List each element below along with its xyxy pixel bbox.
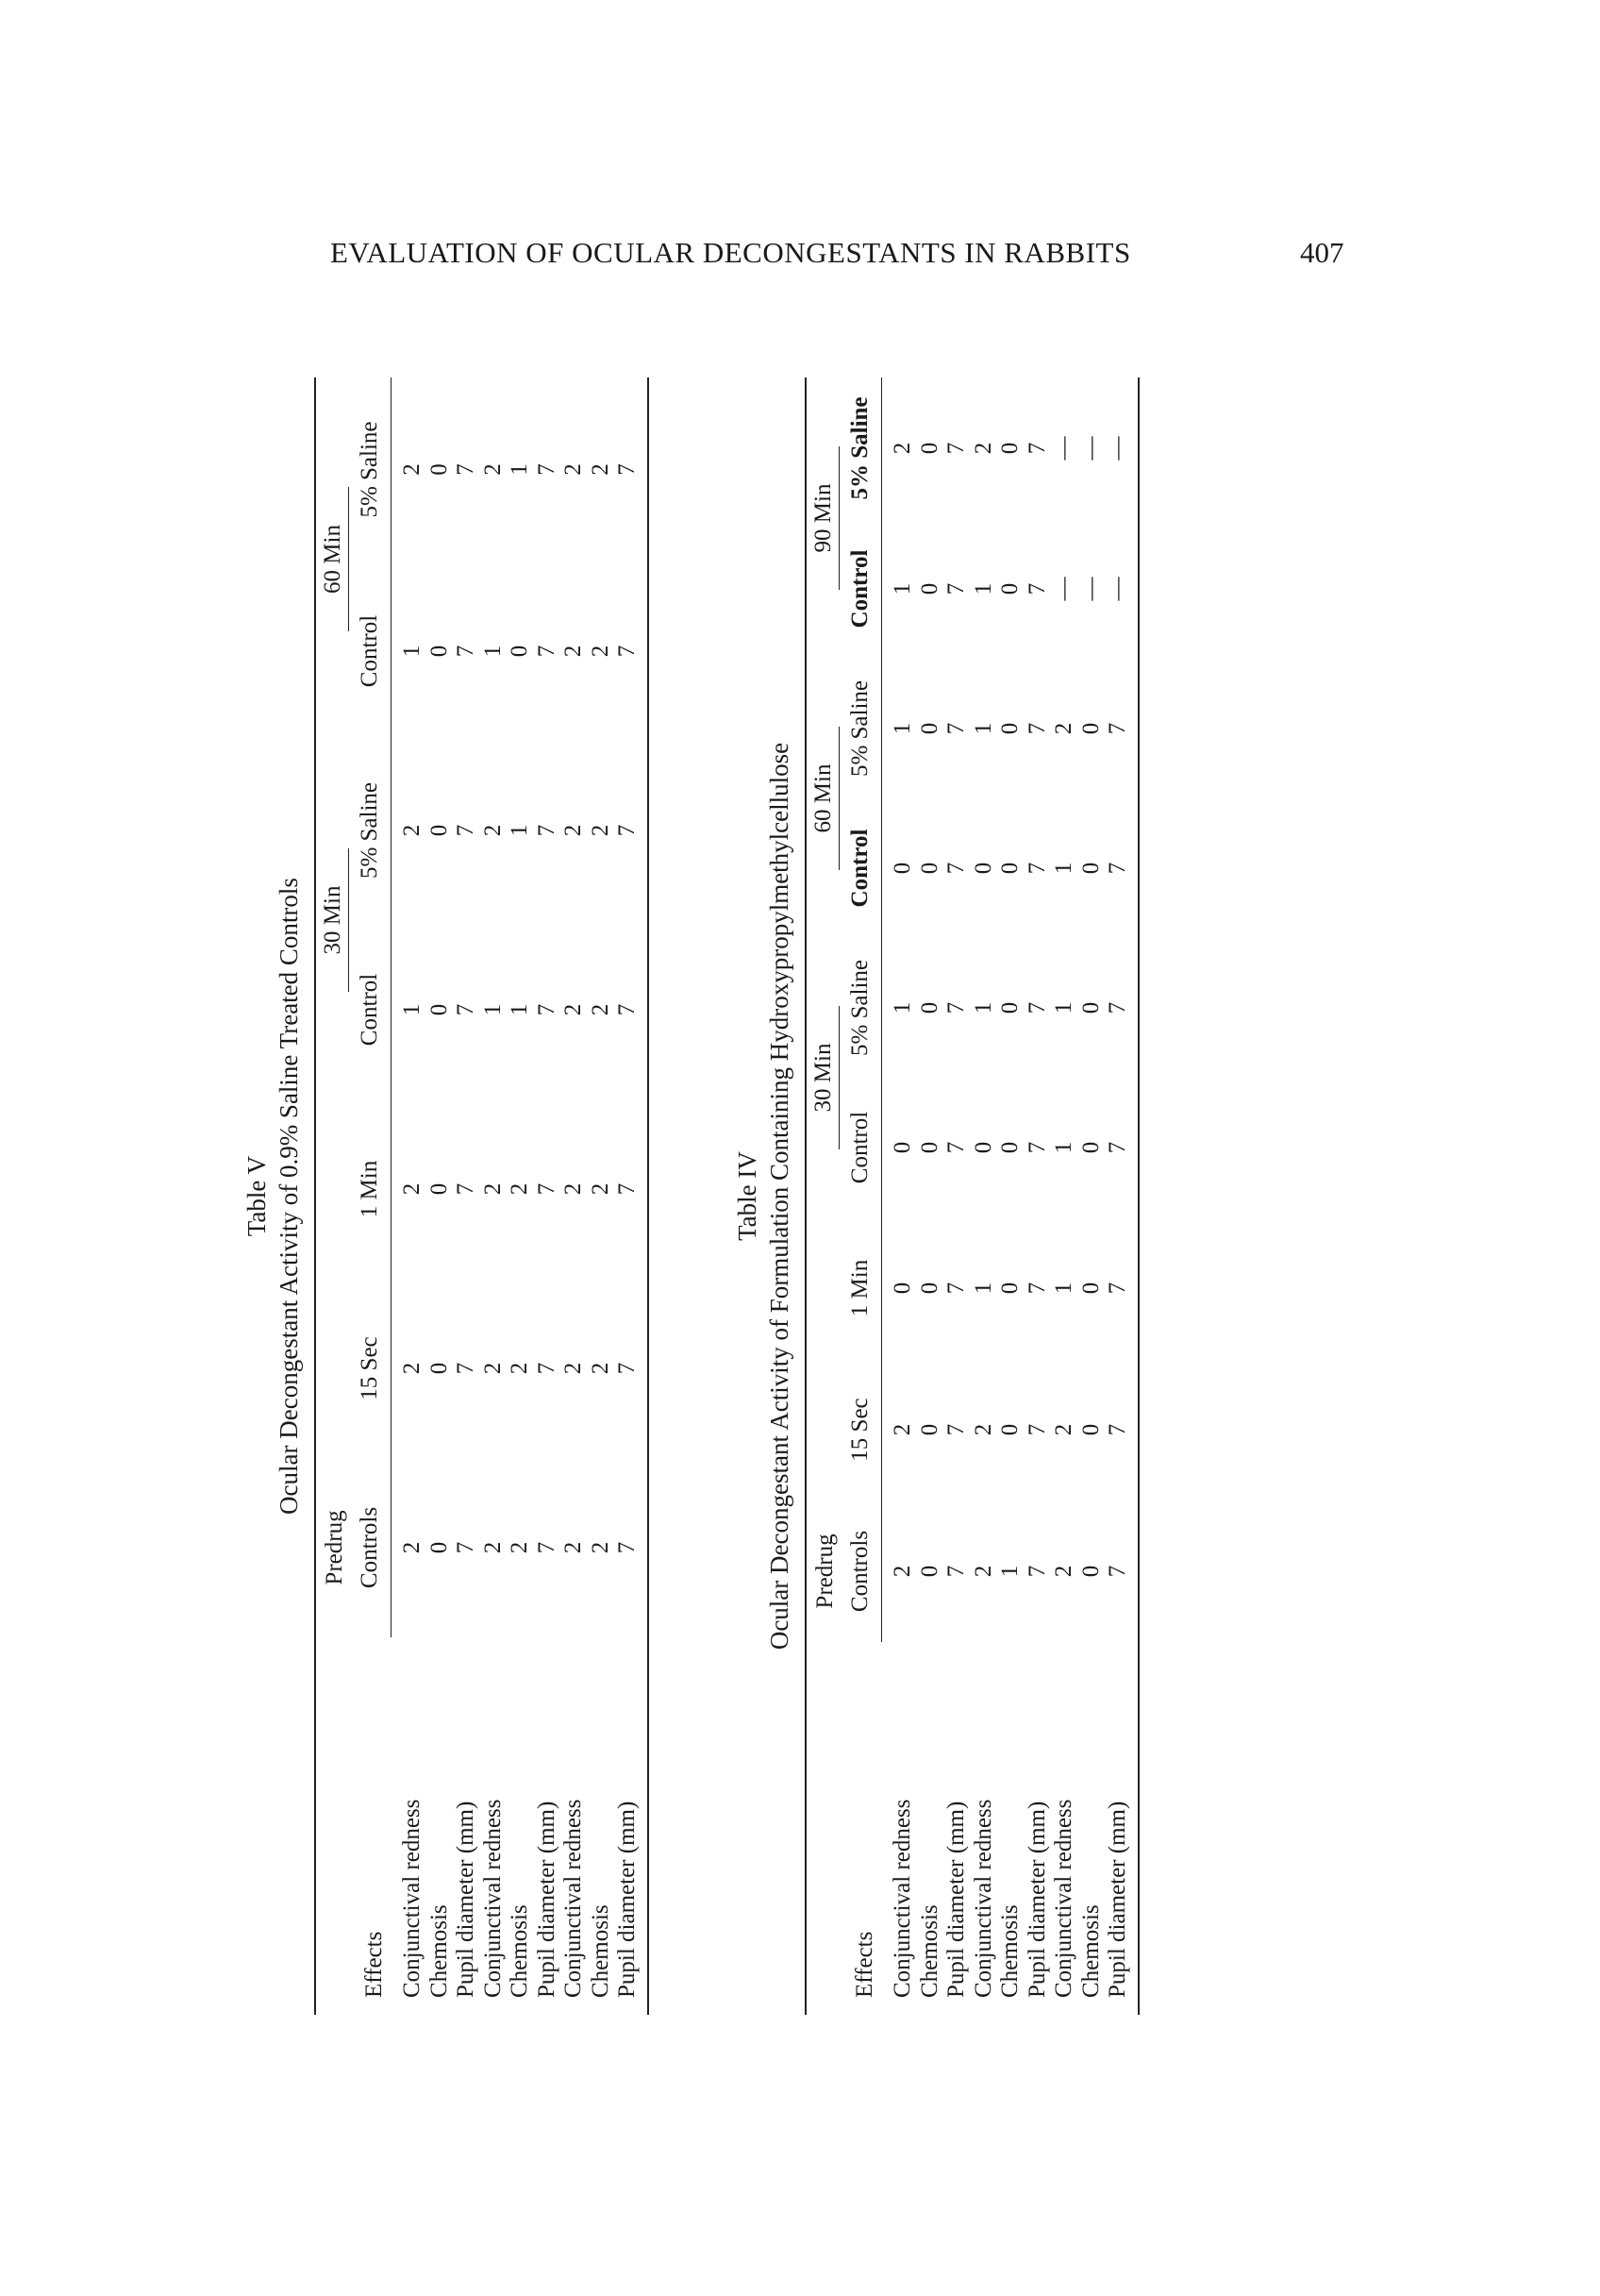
score-cell: 7 (943, 1565, 969, 1578)
score-cell: 0 (997, 1282, 1023, 1295)
table-row (614, 377, 648, 2015)
score-cell: 2 (560, 1003, 586, 1016)
score-cell: 7 (533, 824, 559, 837)
running-title: EVALUATION OF OCULAR DECONGESTANTS IN RABBITS (330, 236, 1131, 269)
score-cell: 2 (507, 1362, 532, 1375)
score-cell: 7 (533, 463, 559, 476)
score-cell: 2 (560, 1182, 586, 1196)
effect-label: Pupil diameter (mm) (453, 1801, 478, 1998)
score-cell: 7 (943, 582, 969, 595)
score-cell: 2 (560, 824, 586, 837)
table-iv-effects-header: Effects (806, 1642, 882, 2015)
table-iv-title: Table IV (733, 1151, 761, 1241)
effect-label: Pupil diameter (mm) (943, 1801, 969, 1998)
score-cell: 2 (399, 1362, 425, 1375)
score-cell: 0 (425, 824, 452, 837)
score-cell: 7 (614, 1279, 648, 1458)
score-cell: 7 (1024, 722, 1050, 735)
score-cell: 7 (1024, 1282, 1050, 1295)
score-cell: 2 (587, 1182, 613, 1196)
table-iv-predrug-header: Predrug (806, 1500, 843, 1642)
effect-label: Chemosis (1077, 1904, 1104, 1998)
score-cell: 7 (1105, 1217, 1139, 1359)
score-cell: 0 (916, 1565, 942, 1578)
score-cell: 0 (1077, 1141, 1104, 1154)
score-cell: 7 (614, 920, 648, 1099)
score-cell: 2 (587, 1541, 613, 1554)
score-cell: 2 (479, 463, 506, 476)
score-cell: 0 (1077, 722, 1104, 735)
score-cell: 0 (970, 862, 996, 875)
table-v-body (392, 377, 648, 2015)
score-cell: — (1105, 377, 1139, 519)
score-cell: 1 (997, 1565, 1023, 1578)
score-cell: 7 (943, 1423, 969, 1436)
score-cell: 0 (1077, 1565, 1104, 1578)
score-cell: 7 (1105, 659, 1139, 798)
table-row (392, 377, 426, 2015)
effect-label: Chemosis (997, 1904, 1023, 1998)
table-iv-90min-control-header: Control (843, 519, 882, 659)
table-v-controls-header: Controls (353, 1458, 392, 1637)
score-cell: 0 (997, 442, 1023, 455)
score-cell: 7 (1024, 582, 1050, 595)
table-row (882, 377, 917, 2015)
score-cell: 2 (479, 1362, 506, 1375)
table-row (943, 377, 971, 2015)
table-row (917, 377, 944, 2015)
table-v-30min-control-header: Control (353, 920, 392, 1099)
score-cell: 1 (1051, 862, 1076, 875)
score-cell: 0 (1077, 1001, 1104, 1014)
score-cell: 2 (560, 463, 586, 476)
effect-label: Pupil diameter (mm) (1024, 1801, 1050, 1998)
score-cell: 7 (943, 1141, 969, 1154)
score-cell: 7 (614, 1099, 648, 1279)
table-v-caption: Ocular Decongestant Activity of 0.9% Saline Treated Controls (275, 878, 303, 1515)
page-number: 407 (1300, 236, 1344, 269)
score-cell: 1 (507, 1003, 532, 1016)
score-cell: 0 (425, 645, 452, 658)
score-cell: 7 (614, 561, 648, 741)
score-cell: 2 (970, 1423, 996, 1436)
score-cell: 1 (1051, 1282, 1076, 1295)
score-cell: 0 (425, 1182, 452, 1196)
score-cell: 1 (970, 1282, 996, 1295)
table-v-60min-saline-header: 5% Saline (353, 377, 392, 561)
score-cell: 0 (916, 862, 942, 875)
score-cell: 2 (890, 442, 915, 455)
table-row (453, 377, 480, 2015)
score-cell: 7 (1024, 1565, 1050, 1578)
table-row (480, 377, 508, 2015)
score-cell: 2 (587, 824, 613, 837)
score-cell: 7 (533, 1362, 559, 1375)
score-cell: 1 (970, 1001, 996, 1014)
score-cell: 0 (916, 1282, 942, 1295)
score-cell: 1 (399, 1003, 425, 1016)
table-iv-60min-control-header: Control (843, 798, 882, 938)
table-v-effects-header: Effects (315, 1637, 392, 2015)
score-cell: 7 (614, 1458, 648, 1637)
table-iv-controls-header: Controls (843, 1500, 882, 1642)
score-cell: 2 (399, 1182, 425, 1196)
table-iv-caption: Ocular Decongestant Activity of Formulation Containing Hydroxypropylmethylcellulose (765, 742, 793, 1651)
effect-label: Chemosis (916, 1904, 942, 1998)
score-cell: 7 (1105, 1078, 1139, 1217)
effect-label: Conjunctival redness (970, 1799, 996, 1998)
score-cell: 2 (479, 1541, 506, 1554)
score-cell: — (1077, 577, 1104, 601)
table-row (1051, 377, 1078, 2015)
score-cell: 0 (916, 722, 942, 735)
table-iv-60min-saline-header: 5% Saline (843, 659, 882, 798)
table-iv (731, 377, 1140, 2015)
score-cell: 7 (453, 1362, 478, 1375)
score-cell: 7 (1105, 938, 1139, 1078)
effect-label: Pupil diameter (mm) (533, 1801, 559, 1998)
table-row (560, 377, 588, 2015)
score-cell: 1 (970, 582, 996, 595)
score-cell: 7 (453, 1541, 478, 1554)
score-cell: 2 (587, 1362, 613, 1375)
score-cell: — (1051, 436, 1076, 461)
score-cell: 0 (1077, 1423, 1104, 1436)
table-iv-grid (805, 377, 1140, 2015)
table-v (241, 377, 649, 2015)
score-cell: 0 (890, 1282, 915, 1295)
score-cell: 2 (1051, 1423, 1076, 1436)
effect-label: Conjunctival redness (398, 1799, 425, 1998)
table-iv-1min-header: 1 Min (843, 1217, 882, 1359)
score-cell: 2 (587, 1003, 613, 1016)
table-iv-30min-header: 30 Min (810, 1006, 840, 1150)
score-cell: 7 (943, 1001, 969, 1014)
score-cell: 1 (479, 1003, 506, 1016)
score-cell: — (1077, 436, 1104, 461)
score-cell: 0 (916, 1423, 942, 1436)
effect-label: Pupil diameter (mm) (1105, 1642, 1139, 2015)
table-v-grid (314, 377, 649, 2015)
score-cell: 7 (943, 862, 969, 875)
score-cell: 2 (507, 1541, 532, 1554)
table-iv-30min-saline-header: 5% Saline (843, 938, 882, 1078)
score-cell: 7 (453, 824, 478, 837)
table-v-1min-header: 1 Min (353, 1099, 392, 1279)
table-v-predrug-header: Predrug (315, 1458, 353, 1637)
score-cell: 0 (425, 463, 452, 476)
score-cell: 2 (970, 1565, 996, 1578)
score-cell: 1 (890, 1001, 915, 1014)
table-row (1025, 377, 1052, 2015)
score-cell: 7 (1105, 798, 1139, 938)
score-cell: 7 (614, 377, 648, 561)
effect-label: Chemosis (425, 1904, 452, 1998)
score-cell: 7 (533, 645, 559, 658)
score-cell: 0 (916, 1001, 942, 1014)
score-cell: 0 (916, 1141, 942, 1154)
score-cell: 7 (533, 1541, 559, 1554)
score-cell: 0 (970, 1141, 996, 1154)
effect-label: Chemosis (587, 1904, 613, 1998)
running-head (0, 236, 1600, 274)
table-row (534, 377, 561, 2015)
score-cell: 7 (1024, 442, 1050, 455)
table-v-30min-header: 30 Min (320, 848, 349, 993)
table-v-60min-control-header: Control (353, 561, 392, 741)
score-cell: 1 (890, 722, 915, 735)
table-iv-60min-header: 60 Min (810, 727, 840, 871)
score-cell: 0 (916, 442, 942, 455)
score-cell: 1 (890, 582, 915, 595)
score-cell: 2 (507, 1182, 532, 1196)
table-row (997, 377, 1025, 2015)
table-row (1078, 377, 1106, 2015)
score-cell: 2 (399, 824, 425, 837)
table-v-15sec-header: 15 Sec (353, 1279, 392, 1458)
score-cell: 1 (479, 645, 506, 658)
score-cell: 0 (997, 722, 1023, 735)
score-cell: 2 (1051, 722, 1076, 735)
table-row (426, 377, 454, 2015)
score-cell: 1 (1051, 1001, 1076, 1014)
table-v-60min-header: 60 Min (320, 487, 349, 631)
score-cell: 7 (943, 1282, 969, 1295)
score-cell: 0 (890, 862, 915, 875)
table-row (588, 377, 615, 2015)
score-cell: 0 (997, 1141, 1023, 1154)
score-cell: 2 (587, 463, 613, 476)
rotated-tables (222, 377, 1203, 2015)
score-cell: 0 (997, 1423, 1023, 1436)
score-cell: 7 (1024, 1423, 1050, 1436)
score-cell: 7 (614, 741, 648, 920)
table-row (1105, 377, 1139, 2015)
score-cell: 2 (1051, 1565, 1076, 1578)
table-v-title: Table V (242, 1155, 271, 1237)
score-cell: 0 (425, 1003, 452, 1016)
score-cell: 7 (453, 1182, 478, 1196)
score-cell: 7 (533, 1003, 559, 1016)
score-cell: 2 (890, 1565, 915, 1578)
table-iv-body (882, 377, 1139, 2015)
score-cell: 7 (943, 442, 969, 455)
score-cell: 7 (453, 1003, 478, 1016)
score-cell: 2 (479, 824, 506, 837)
score-cell: 2 (970, 442, 996, 455)
effect-label: Conjunctival redness (479, 1799, 506, 1998)
score-cell: 0 (890, 1141, 915, 1154)
score-cell: 0 (997, 862, 1023, 875)
score-cell: 0 (916, 582, 942, 595)
score-cell: 7 (1105, 1359, 1139, 1500)
effect-label: Chemosis (507, 1904, 532, 1998)
table-iv-90min-header: 90 Min (810, 446, 840, 591)
score-cell: — (1105, 519, 1139, 659)
score-cell: 1 (399, 645, 425, 658)
score-cell: 0 (507, 645, 532, 658)
table-row (971, 377, 998, 2015)
score-cell: 7 (943, 722, 969, 735)
table-iv-90min-saline-header: 5% Saline (843, 377, 882, 519)
score-cell: 2 (560, 1362, 586, 1375)
table-row (507, 377, 534, 2015)
score-cell: 2 (587, 645, 613, 658)
score-cell: 7 (453, 645, 478, 658)
score-cell: 7 (1024, 1001, 1050, 1014)
score-cell: 0 (997, 582, 1023, 595)
score-cell: 7 (1024, 1141, 1050, 1154)
score-cell: 2 (890, 1423, 915, 1436)
score-cell: 0 (1077, 1282, 1104, 1295)
effect-label: Conjunctival redness (889, 1799, 915, 1998)
score-cell: 0 (425, 1541, 452, 1554)
score-cell: 1 (507, 824, 532, 837)
score-cell: 2 (560, 1541, 586, 1554)
score-cell: 2 (560, 645, 586, 658)
effect-label: Pupil diameter (mm) (614, 1637, 648, 2015)
table-iv-30min-control-header: Control (843, 1078, 882, 1217)
score-cell: 7 (533, 1182, 559, 1196)
score-cell: 7 (453, 463, 478, 476)
effect-label: Conjunctival redness (1051, 1799, 1076, 1998)
score-cell: — (1051, 577, 1076, 601)
score-cell: 0 (425, 1362, 452, 1375)
score-cell: 2 (479, 1182, 506, 1196)
score-cell: 0 (1077, 862, 1104, 875)
table-v-30min-saline-header: 5% Saline (353, 741, 392, 920)
effect-label: Conjunctival redness (560, 1799, 586, 1998)
score-cell: 2 (399, 1541, 425, 1554)
score-cell: 2 (399, 463, 425, 476)
table-iv-15sec-header: 15 Sec (843, 1359, 882, 1500)
score-cell: 7 (1105, 1500, 1139, 1642)
score-cell: 0 (997, 1001, 1023, 1014)
score-cell: 7 (1024, 862, 1050, 875)
score-cell: 1 (507, 463, 532, 476)
score-cell: 1 (970, 722, 996, 735)
score-cell: 1 (1051, 1141, 1076, 1154)
